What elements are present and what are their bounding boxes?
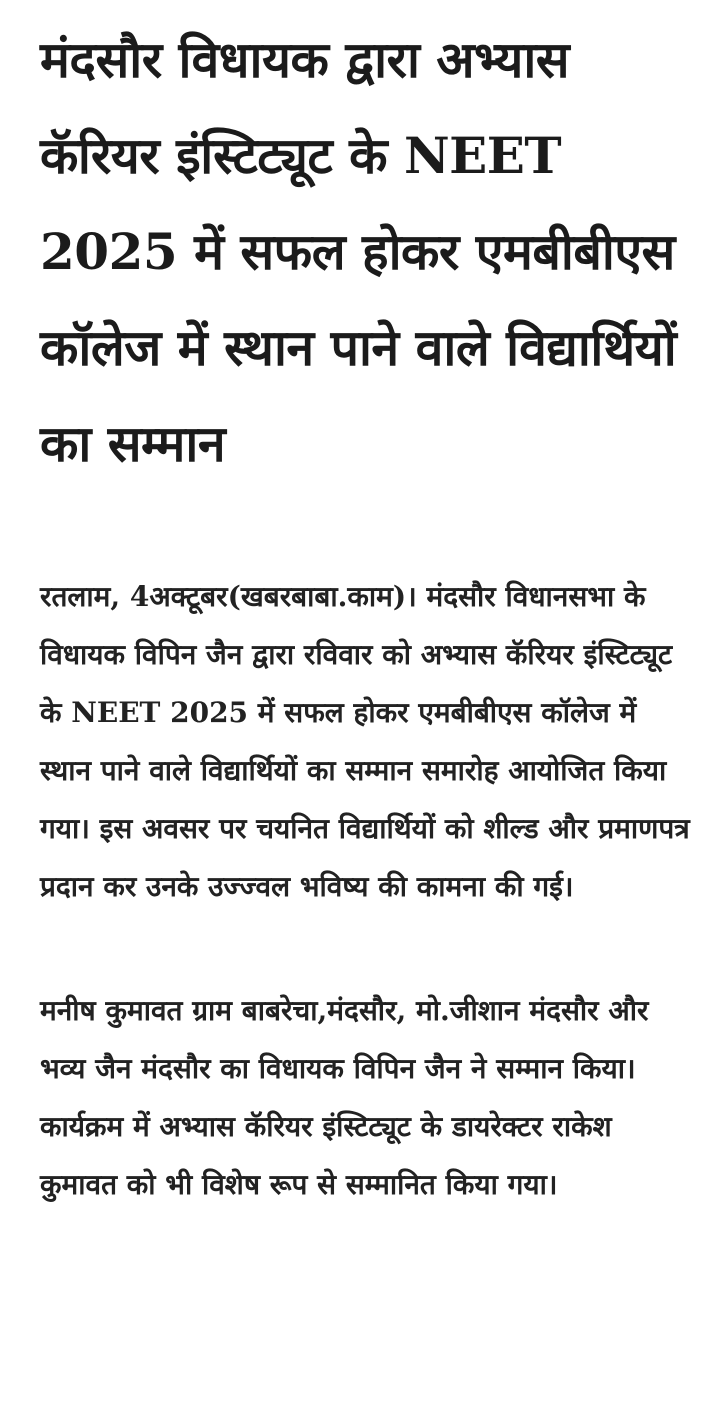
article-headline: मंदसौर विधायक द्वारा अभ्यास कॅरियर इंस्टिट्यूट के NEET 2025 में सफल होकर एमबीबीएस कॉलेज में स्थान पाने वाले विद्यार्थियों का सम्मान: [40, 30, 677, 473]
news-article: [40, 0, 690, 1214]
article-paragraph-2: मनीष कुमावत ग्राम बाबरेचा,मंदसौर, मो.जीशान मंदसौर और भव्य जैन मंदसौर का विधायक विपिन जैन ने सम्मान किया।कार्यक्रम में अभ्यास कॅरियर इंस्टिट्यूट के डायरेक्टर राकेश कुमावत को भी विशेष रूप से सम्मानित किया गया।: [40, 994, 649, 1201]
article-paragraph-1: रतलाम, 4अक्टूबर(खबरबाबा.काम)। मंदसौर विधानसभा के विधायक विपिन जैन द्वारा रविवार को अभ्यास कॅरियर इंस्टिट्यूट के NEET 2025 में सफल होकर एमबीबीएस कॉलेज में स्थान पाने वाले विद्यार्थियों का सम्मान समारोह आयोजित किया गया। इस अवसर पर चयनित विद्यार्थियों को शील्ड और प्रमाणपत्र प्रदान कर उनके उज्ज्वल भविष्य की कामना की गई।: [40, 580, 690, 903]
